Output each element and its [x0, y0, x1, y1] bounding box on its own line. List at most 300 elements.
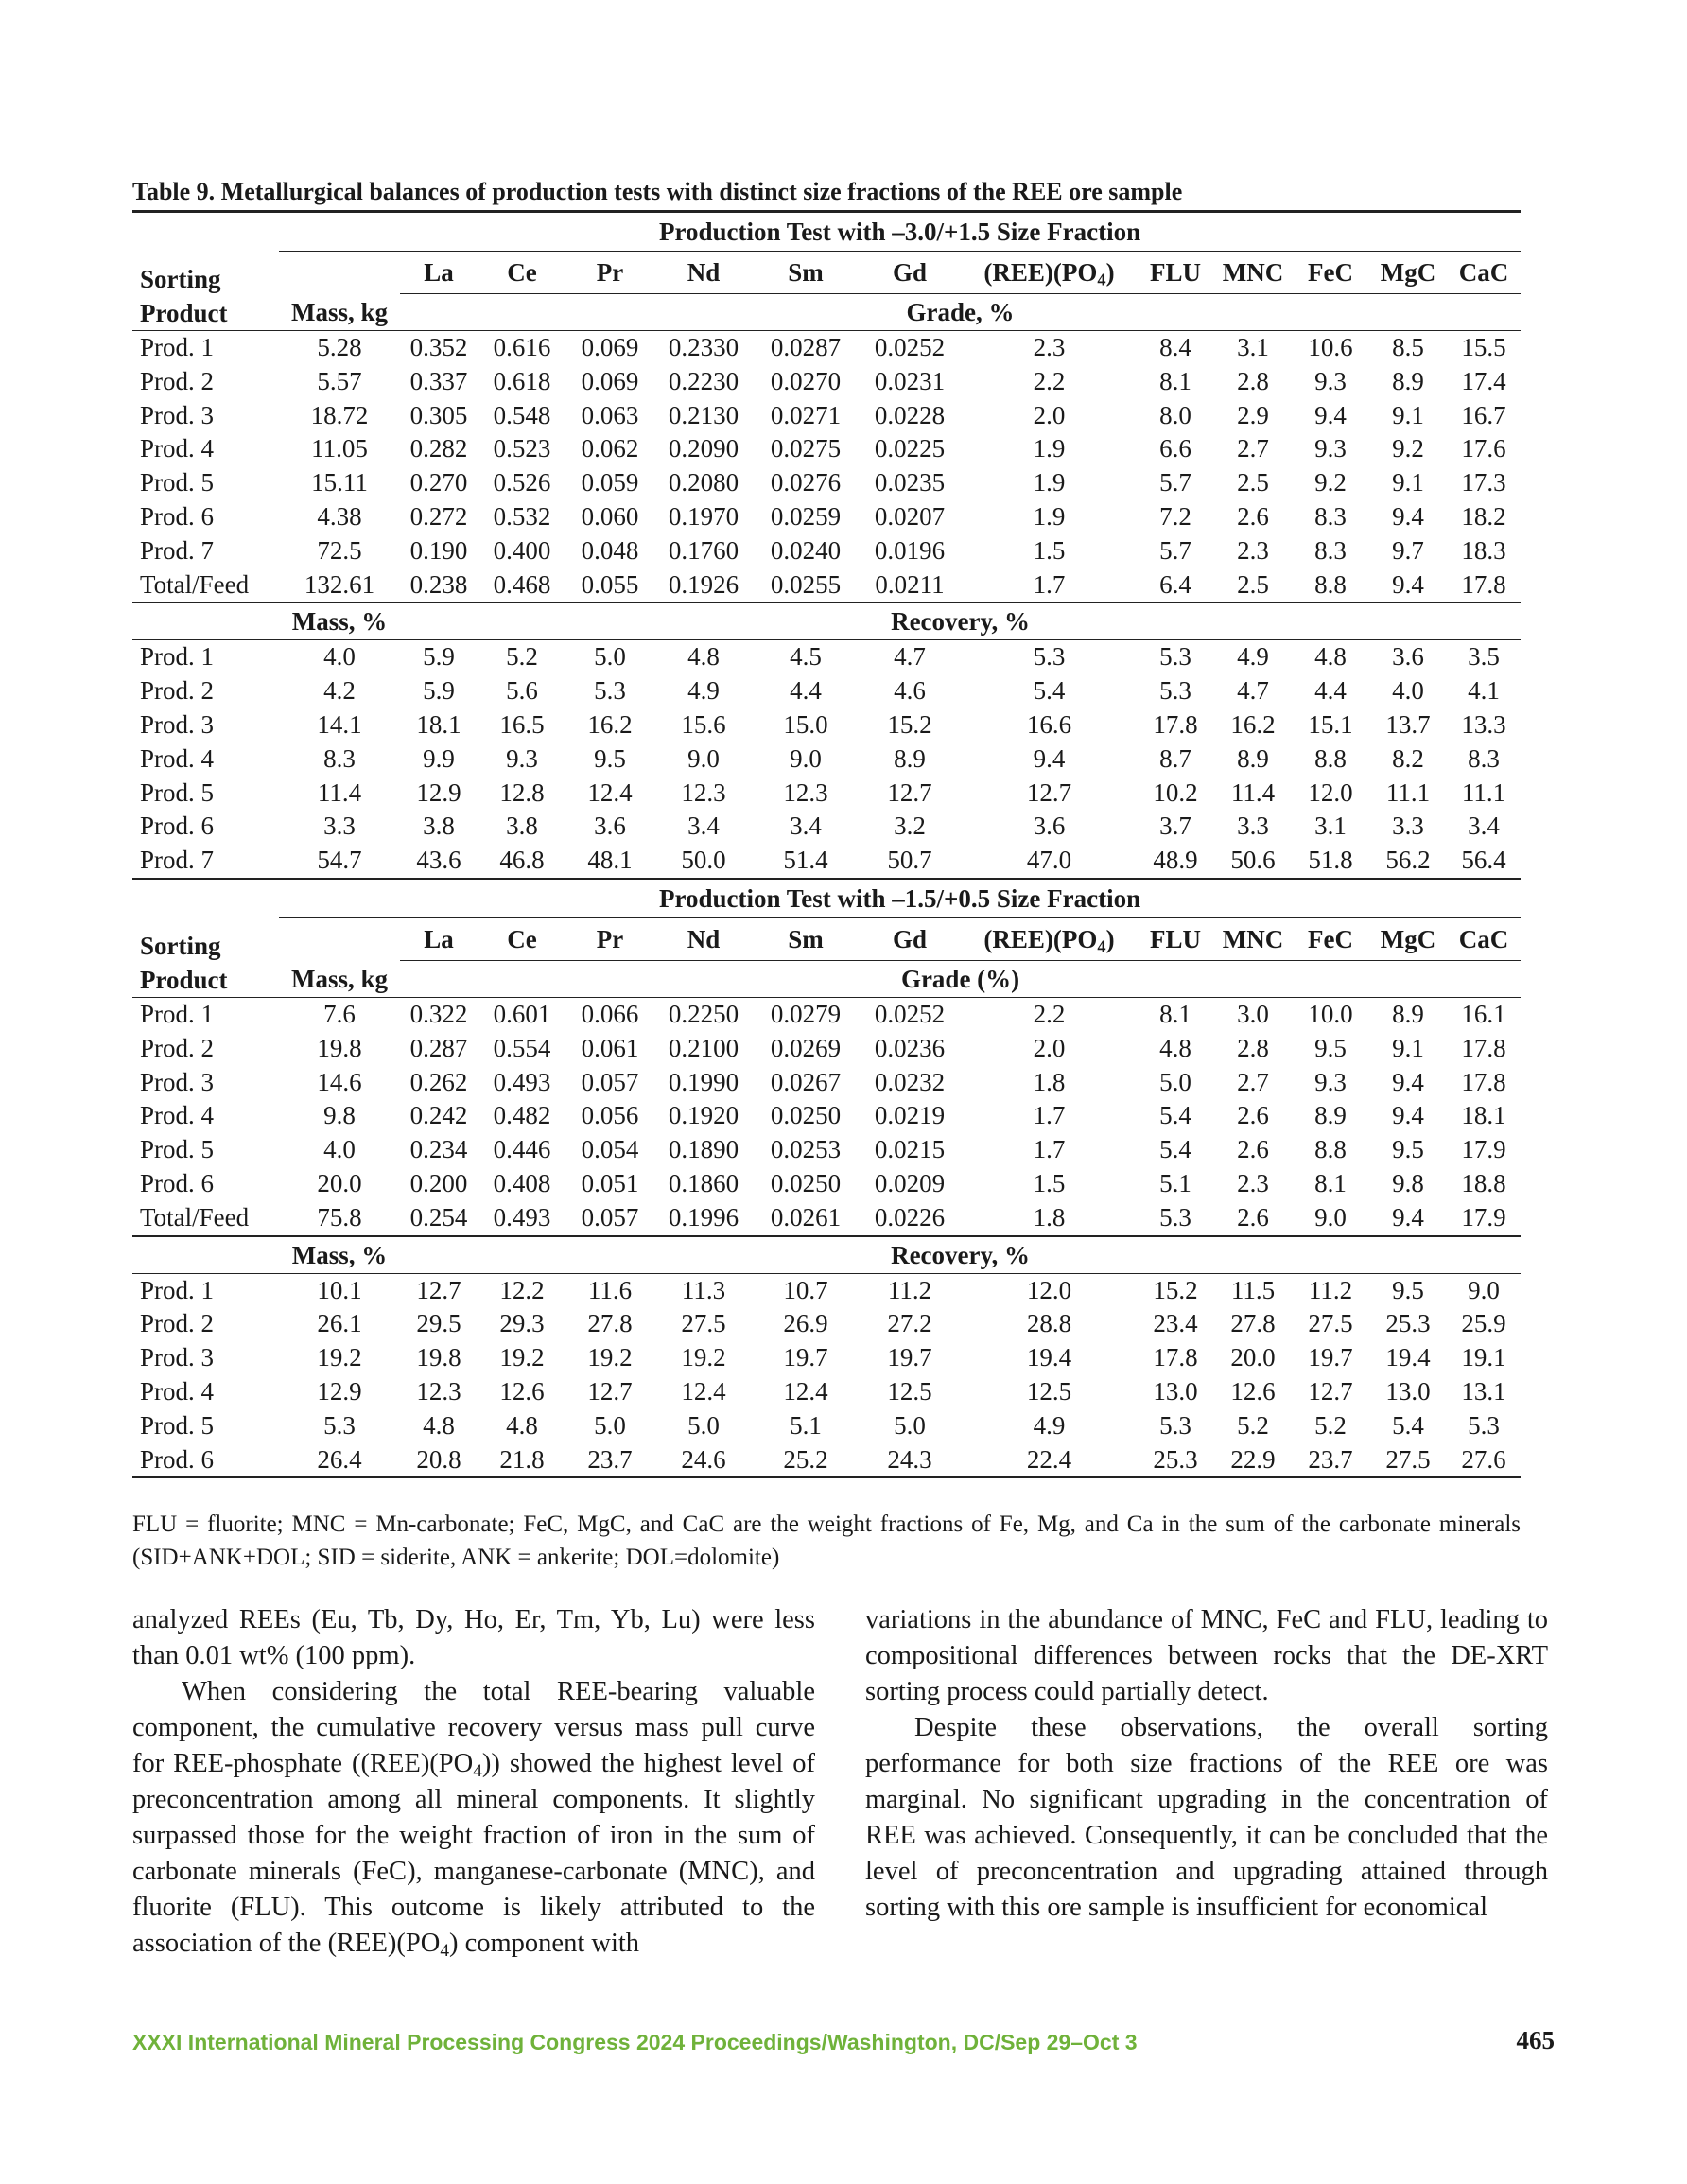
table-cell: 23.7 — [566, 1443, 653, 1478]
table-cell: 0.200 — [409, 1168, 468, 1197]
table-cell: 9.7 — [1392, 535, 1424, 565]
table-cell: 12.4 — [587, 778, 633, 807]
table-cell: 1.8 — [1033, 1067, 1066, 1096]
row-label: Prod. 2 — [140, 366, 215, 395]
grade-row — [132, 500, 1521, 534]
blank-cell — [279, 252, 400, 294]
table-cell: 5.0 — [687, 1410, 720, 1440]
table-cell: 0.2230 — [668, 366, 739, 395]
table-cell: 0.0253 — [770, 1135, 842, 1164]
table-cell: 0.0219 — [874, 1101, 946, 1130]
table-cell: 19.2 — [499, 1343, 545, 1372]
mass-kg-header: Mass, kg — [290, 964, 388, 993]
table-cell: 12.2 — [478, 1273, 566, 1307]
sorting-product-header: Sorting Product — [140, 931, 228, 994]
metallurgical-balance-table — [132, 210, 1521, 1478]
table-cell: 20.0 — [317, 1168, 362, 1197]
table-cell: 9.4 — [1314, 400, 1347, 429]
table-cell: 51.8 — [1292, 844, 1369, 879]
table-cell: 13.0 — [1153, 1376, 1198, 1406]
table-cell: 50.0 — [653, 844, 754, 879]
table-cell: 0.0209 — [874, 1168, 946, 1197]
table-cell: 0.0231 — [874, 366, 946, 395]
recovery-header: Recovery, % — [891, 607, 1031, 637]
row-label: Prod. 2 — [140, 1309, 215, 1338]
table-cell: 5.2 — [1314, 1410, 1347, 1440]
table-cell: 16.2 — [1230, 709, 1276, 739]
recovery-row — [132, 674, 1521, 708]
table-footnote: FLU = fluorite; MNC = Mn-carbonate; FeC, MgC, and CaC are the weight fractions of Fe, Mg, and Ca in the sum of the carbonate minerals (SID+ANK+DOL; SID = siderite, ANK = ankerite; DOL=dolomite) — [132, 1511, 1521, 1570]
table-cell: 0.601 — [478, 997, 566, 1031]
table-cell: 0.526 — [493, 468, 551, 498]
table-cell: 0.069 — [581, 366, 639, 395]
table-cell: 27.8 — [1230, 1309, 1276, 1338]
table-cell: 0.190 — [409, 535, 468, 565]
table-cell: 12.7 — [587, 1376, 633, 1406]
row-label: Prod. 1 — [132, 640, 279, 674]
table-cell: 0.061 — [581, 1033, 639, 1062]
table-cell: 3.8 — [506, 812, 538, 841]
table-cell: 56.4 — [1447, 844, 1521, 879]
table-cell: 0.0215 — [874, 1135, 946, 1164]
table-cell: 4.8 — [653, 640, 754, 674]
page-number: 465 — [1516, 2026, 1555, 2054]
grade-row — [132, 331, 1521, 365]
table-cell: 1.5 — [1033, 535, 1066, 565]
table-cell: 11.1 — [1385, 778, 1431, 807]
table-cell: 24.6 — [653, 1443, 754, 1478]
table-cell: 18.2 — [1461, 501, 1506, 531]
table-cell: 5.0 — [566, 640, 653, 674]
recovery-row — [132, 1375, 1521, 1409]
table-cell: 0.1990 — [668, 1067, 739, 1096]
table-cell: 8.1 — [1159, 366, 1191, 395]
table-cell: 18.1 — [1461, 1101, 1506, 1130]
grade-row — [132, 432, 1521, 466]
column-header-flu: FLU — [1137, 252, 1214, 294]
table-cell: 0.287 — [409, 1033, 468, 1062]
table-cell: 9.4 — [1392, 1101, 1424, 1130]
recovery-row — [132, 640, 1521, 674]
table-cell: 13.0 — [1385, 1376, 1431, 1406]
recovery-row — [132, 810, 1521, 844]
table-cell: 4.0 — [279, 640, 400, 674]
table-cell: 2.8 — [1237, 1033, 1269, 1062]
table-cell: 21.8 — [478, 1443, 566, 1478]
table-cell: 22.4 — [962, 1443, 1137, 1478]
table-cell: 11.5 — [1214, 1273, 1292, 1307]
table-cell: 18.72 — [310, 400, 369, 429]
table-cell: 12.9 — [317, 1376, 362, 1406]
table-cell: 0.0267 — [770, 1067, 842, 1096]
table-cell: 0.2130 — [668, 400, 739, 429]
table-cell: 8.8 — [1292, 568, 1369, 603]
table-cell: 25.9 — [1461, 1309, 1506, 1338]
paragraph: Despite these observations, the overall sorting performance for both size fractions of the REE ore was marginal. No significant upgrading in the concentration of REE was achieved. Consequently, it can be concluded that the level of preconcentration and upgrading attained through sorting with this ore sample is insufficient for economical — [865, 1713, 1548, 1922]
grade-row — [132, 365, 1521, 399]
table-cell: 5.4 — [1159, 1101, 1191, 1130]
sorting-product-header: Sorting Product — [140, 265, 228, 327]
table-cell: 9.5 — [1314, 1033, 1347, 1062]
table-cell: 17.8 — [1153, 709, 1198, 739]
table-cell: 8.4 — [1137, 331, 1214, 365]
table-cell: 4.8 — [423, 1410, 455, 1440]
table-cell: 0.482 — [493, 1101, 551, 1130]
table-cell: 0.1970 — [668, 501, 739, 531]
table-cell: 132.61 — [279, 568, 400, 603]
table-cell: 29.3 — [499, 1309, 545, 1338]
column-header-row — [132, 917, 1521, 960]
table-cell: 0.0228 — [874, 400, 946, 429]
table-cell: 27.5 — [1369, 1443, 1447, 1478]
body-column-right — [865, 1602, 1548, 1926]
table-cell: 4.7 — [1237, 676, 1269, 706]
table-cell: 27.8 — [587, 1309, 633, 1338]
column-header-ree-po4: $(REE)(PO_4)$ — [962, 252, 1137, 294]
grade-row — [132, 1201, 1521, 1236]
table-cell: 0.0207 — [874, 501, 946, 531]
table-cell: 9.0 — [790, 743, 822, 773]
table-cell: 12.4 — [783, 1376, 828, 1406]
row-label: Prod. 3 — [140, 400, 215, 429]
table-cell: 3.0 — [1214, 997, 1292, 1031]
table-cell: 48.9 — [1137, 844, 1214, 879]
table-cell: 9.4 — [1369, 1201, 1447, 1236]
table-cell: 5.2 — [1237, 1410, 1269, 1440]
table-cell: 12.4 — [681, 1376, 726, 1406]
unit-header-row — [132, 294, 1521, 331]
table-cell: 0.0276 — [770, 468, 842, 498]
table-cell: 0.234 — [409, 1135, 468, 1164]
table-cell: 0.352 — [400, 331, 478, 365]
table-cell: 6.4 — [1137, 568, 1214, 603]
table-cell: 0.1920 — [668, 1101, 739, 1130]
table-cell: 9.2 — [1314, 468, 1347, 498]
table-cell: 19.7 — [783, 1343, 828, 1372]
table-cell: 12.6 — [1230, 1376, 1276, 1406]
table-cell: 0.446 — [493, 1135, 551, 1164]
table-cell: 12.7 — [400, 1273, 478, 1307]
test-title: Production Test with –3.0/+1.5 Size Fraction — [279, 212, 1521, 252]
table-cell: 13.3 — [1461, 709, 1506, 739]
column-header-fec: FeC — [1292, 252, 1369, 294]
table-cell: 8.9 — [1237, 743, 1269, 773]
table-cell: 5.2 — [478, 640, 566, 674]
table-cell: 8.9 — [1392, 366, 1424, 395]
table-cell: 5.0 — [1159, 1067, 1191, 1096]
table-cell: 1.7 — [1033, 1101, 1066, 1130]
table-cell: 54.7 — [279, 844, 400, 879]
table-cell: 12.3 — [681, 778, 726, 807]
table-cell: 14.6 — [317, 1067, 362, 1096]
table-cell: 0.0259 — [770, 501, 842, 531]
table-cell: 0.532 — [493, 501, 551, 531]
table-cell: 0.0196 — [874, 535, 946, 565]
table-cell: 17.9 — [1461, 1135, 1506, 1164]
row-label: Prod. 6 — [140, 501, 215, 531]
table-cell: 0.2250 — [653, 997, 754, 1031]
table-cell: 7.2 — [1159, 501, 1191, 531]
table-cell: 15.0 — [783, 709, 828, 739]
table-cell: 0.0261 — [754, 1201, 858, 1236]
table-cell: 15.1 — [1308, 709, 1353, 739]
table-cell: 8.8 — [1314, 1135, 1347, 1164]
table-cell: 5.9 — [400, 640, 478, 674]
table-cell: 43.6 — [400, 844, 478, 879]
table-cell: 12.5 — [887, 1376, 932, 1406]
row-label: Prod. 3 — [140, 709, 215, 739]
table-cell: 0.1760 — [668, 535, 739, 565]
table-cell: 15.2 — [887, 709, 932, 739]
table-cell: 0.1926 — [653, 568, 754, 603]
column-header-ce: Ce — [478, 917, 566, 960]
table-cell: 27.5 — [1308, 1309, 1353, 1338]
table-cell: 8.9 — [1314, 1101, 1347, 1130]
recovery-row — [132, 844, 1521, 879]
table-cell: 0.0240 — [770, 535, 842, 565]
table-cell: 5.3 — [1137, 1201, 1214, 1236]
row-label: Prod. 4 — [140, 1376, 215, 1406]
table-cell: 8.0 — [1159, 400, 1191, 429]
table-cell: 26.9 — [783, 1309, 828, 1338]
column-header-gd: Gd — [858, 917, 962, 960]
table-cell: 12.8 — [499, 778, 545, 807]
column-header-row — [132, 252, 1521, 294]
table-cell: 7.6 — [279, 997, 400, 1031]
table-cell: 6.6 — [1159, 434, 1191, 463]
table-cell: 9.4 — [1369, 568, 1447, 603]
table-cell: 3.3 — [1392, 812, 1424, 841]
column-header-mgc: MgC — [1369, 252, 1447, 294]
grade-row — [132, 1167, 1521, 1201]
table-cell: 23.7 — [1292, 1443, 1369, 1478]
table-cell: 5.0 — [594, 1410, 626, 1440]
table-cell: 0.322 — [400, 997, 478, 1031]
table-cell: 18.1 — [416, 709, 461, 739]
table-cell: 0.554 — [493, 1033, 551, 1062]
table-cell: 0.0269 — [770, 1033, 842, 1062]
table-cell: 15.6 — [681, 709, 726, 739]
table-cell: 5.9 — [423, 676, 455, 706]
balance-table — [132, 210, 1521, 1478]
table-cell: 8.3 — [1314, 501, 1347, 531]
test-title-row — [132, 212, 1521, 252]
table-cell: 2.3 — [1237, 1168, 1269, 1197]
table-cell: 8.3 — [1468, 743, 1500, 773]
table-cell: 0.0250 — [770, 1101, 842, 1130]
column-header-ree-po4: $(REE)(PO_4)$ — [962, 917, 1137, 960]
table-cell: 19.8 — [317, 1033, 362, 1062]
table-cell: 0.060 — [581, 501, 639, 531]
table-cell: 12.7 — [1026, 778, 1072, 807]
paragraph: variations in the abundance of MNC, FeC and FLU, leading to compositional differences between rocks that the DE-XRT sorting process could partially detect. — [865, 1605, 1548, 1706]
table-cell: 2.5 — [1214, 568, 1292, 603]
blank-cell — [132, 212, 279, 252]
table-cell: 8.3 — [323, 743, 356, 773]
table-cell: 5.4 — [1159, 1135, 1191, 1164]
table-cell: 9.3 — [1314, 366, 1347, 395]
test-title: Production Test with –1.5/+0.5 Size Fraction — [658, 883, 1141, 913]
table-cell: 0.056 — [581, 1101, 639, 1130]
column-header-nd: Nd — [653, 252, 754, 294]
table-cell: 5.4 — [1392, 1410, 1424, 1440]
row-label: Prod. 1 — [132, 997, 279, 1031]
table-cell: 9.5 — [1369, 1273, 1447, 1307]
table-cell: 4.5 — [754, 640, 858, 674]
table-cell: 3.8 — [423, 812, 455, 841]
table-cell: 5.3 — [1159, 1410, 1191, 1440]
table-cell: 23.4 — [1153, 1309, 1198, 1338]
table-cell: 0.282 — [409, 434, 468, 463]
table-cell: 10.0 — [1292, 997, 1369, 1031]
table-cell: 3.5 — [1447, 640, 1521, 674]
table-cell: 47.0 — [962, 844, 1137, 879]
recovery-row — [132, 1273, 1521, 1307]
table-cell: 5.1 — [790, 1410, 822, 1440]
table-cell: 5.3 — [594, 676, 626, 706]
table-cell: 4.0 — [1392, 676, 1424, 706]
table-cell: 17.8 — [1447, 568, 1521, 603]
table-cell: 11.4 — [1230, 778, 1276, 807]
table-cell: 0.0287 — [754, 331, 858, 365]
table-cell: 17.8 — [1153, 1343, 1198, 1372]
table-cell: 0.055 — [566, 568, 653, 603]
column-header-gd: Gd — [858, 252, 962, 294]
table-cell: 0.0270 — [770, 366, 842, 395]
table-cell: 16.7 — [1461, 400, 1506, 429]
table-cell: 24.3 — [858, 1443, 962, 1478]
table-cell: 16.2 — [587, 709, 633, 739]
row-label: Prod. 2 — [140, 676, 215, 706]
table-cell: 9.1 — [1392, 1033, 1424, 1062]
table-cell: 11.2 — [858, 1273, 962, 1307]
row-label: Total/Feed — [132, 1201, 279, 1236]
table-cell: 12.5 — [1026, 1376, 1072, 1406]
table-cell: 12.0 — [962, 1273, 1137, 1307]
table-cell: 8.7 — [1159, 743, 1191, 773]
table-cell: 5.7 — [1159, 468, 1191, 498]
table-cell: 9.3 — [1314, 434, 1347, 463]
table-cell: 0.616 — [478, 331, 566, 365]
grade-row — [132, 534, 1521, 568]
paragraph: When considering the total REE-bearing valuable component, the cumulative recovery versus mass pull curve for REE-phosphate $((REE)(PO_4))$ showed the highest level of preconcentration among all mineral components. It slightly surpassed those for the weight fraction of iron in the sum of carbonate minerals (FeC), manganese-carbonate (MNC), and fluorite (FLU). This outcome is likely attributed to the association of the $(REE)(PO_4)$ component with — [132, 1677, 815, 1961]
table-cell: 9.5 — [594, 743, 626, 773]
grade-header: Grade, % — [400, 294, 1521, 331]
recovery-header-row — [132, 603, 1521, 640]
table-cell: 19.4 — [1026, 1343, 1072, 1372]
table-cell: 0.0252 — [858, 997, 962, 1031]
table-cell: 3.6 — [1369, 640, 1447, 674]
table-cell: 9.9 — [423, 743, 455, 773]
table-cell: 8.8 — [1314, 743, 1347, 773]
table-cell: 4.1 — [1468, 676, 1500, 706]
grade-row — [132, 399, 1521, 433]
table-cell: 8.3 — [1314, 535, 1347, 565]
table-cell: 17.9 — [1447, 1201, 1521, 1236]
table-cell: 25.2 — [754, 1443, 858, 1478]
table-cell: 46.8 — [478, 844, 566, 879]
table-cell: 2.2 — [962, 997, 1137, 1031]
table-cell: 0.1860 — [668, 1168, 739, 1197]
table-cell: 17.3 — [1461, 468, 1506, 498]
table-cell: 5.6 — [506, 676, 538, 706]
table-cell: 0.062 — [581, 434, 639, 463]
table-cell: 4.4 — [1314, 676, 1347, 706]
column-header-pr: Pr — [566, 252, 653, 294]
table-cell: 9.4 — [1392, 501, 1424, 531]
recovery-row — [132, 1307, 1521, 1341]
table-cell: 3.4 — [1468, 812, 1500, 841]
recovery-row — [132, 1443, 1521, 1478]
table-cell: 0.2330 — [653, 331, 754, 365]
column-header-fec: FeC — [1292, 917, 1369, 960]
row-label: Prod. 5 — [140, 1410, 215, 1440]
table-cell: 8.1 — [1137, 997, 1214, 1031]
table-cell: 28.8 — [1026, 1309, 1072, 1338]
table-cell: 0.0235 — [874, 468, 946, 498]
table-cell: 22.9 — [1214, 1443, 1292, 1478]
column-header-nd: Nd — [653, 917, 754, 960]
row-label: Prod. 4 — [140, 1101, 215, 1130]
table-cell: 1.9 — [1033, 468, 1066, 498]
table-cell: 19.2 — [587, 1343, 633, 1372]
table-cell: 4.9 — [687, 676, 720, 706]
table-cell: 9.3 — [1314, 1067, 1347, 1096]
table-cell: 19.7 — [887, 1343, 932, 1372]
column-header-mnc: MNC — [1214, 252, 1292, 294]
table-cell: 3.2 — [894, 812, 926, 841]
table-cell: 13.1 — [1461, 1376, 1506, 1406]
table-cell: 0.1890 — [668, 1135, 739, 1164]
grade-row — [132, 466, 1521, 500]
table-cell: 0.0225 — [874, 434, 946, 463]
table-cell: 0.468 — [478, 568, 566, 603]
table-cell: 0.0236 — [874, 1033, 946, 1062]
row-label: Prod. 7 — [140, 535, 215, 565]
table-cell: 3.1 — [1314, 812, 1347, 841]
table-cell: 9.3 — [506, 743, 538, 773]
table-cell: 15.11 — [311, 468, 368, 498]
grade-row — [132, 997, 1521, 1031]
table-cell: 17.4 — [1461, 366, 1506, 395]
grade-row — [132, 1032, 1521, 1066]
table-cell: 0.069 — [566, 331, 653, 365]
row-label: Prod. 4 — [140, 434, 215, 463]
table-cell: 4.9 — [1214, 640, 1292, 674]
table-cell: 12.0 — [1308, 778, 1353, 807]
table-cell: 12.3 — [783, 778, 828, 807]
grade-row — [132, 1133, 1521, 1167]
table-cell: 4.4 — [790, 676, 822, 706]
table-cell: 0.057 — [566, 1201, 653, 1236]
recovery-row — [132, 1341, 1521, 1375]
table-cell: 0.262 — [409, 1067, 468, 1096]
table-caption: Table 9. Metallurgical balances of production tests with distinct size fractions of the REE ore sample — [132, 178, 1183, 205]
table-cell: 5.3 — [1468, 1410, 1500, 1440]
table-cell: 11.1 — [1461, 778, 1506, 807]
table-cell: 10.7 — [754, 1273, 858, 1307]
recovery-header-row — [132, 1236, 1521, 1274]
body-column-left — [132, 1602, 815, 1962]
table-cell: 10.2 — [1153, 778, 1198, 807]
table-cell: 8.9 — [894, 743, 926, 773]
table-cell: 4.8 — [1159, 1033, 1191, 1062]
table-cell: 0.2090 — [668, 434, 739, 463]
table-cell: 3.3 — [1237, 812, 1269, 841]
row-label: Prod. 5 — [140, 1135, 215, 1164]
table-cell: 3.1 — [1214, 331, 1292, 365]
table-cell: 0.337 — [409, 366, 468, 395]
